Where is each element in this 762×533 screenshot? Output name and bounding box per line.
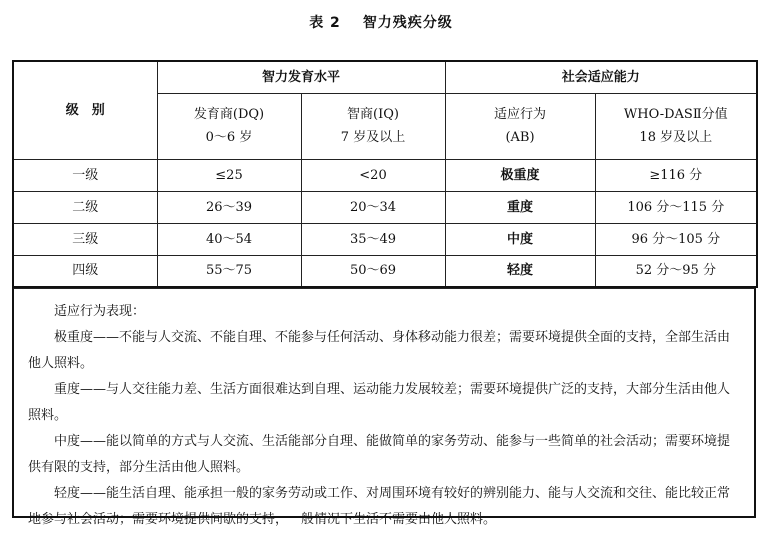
ab-cell: 中度 [445, 223, 595, 255]
notes-heading: 适应行为表现： [54, 304, 146, 319]
table-row [13, 159, 757, 191]
ab-cell: 极重度 [445, 159, 595, 191]
table-row [13, 255, 757, 287]
iq-cell: <20 [301, 159, 445, 191]
dq-cell: 26～39 [157, 191, 301, 223]
table-row [13, 223, 757, 255]
note-mild: 轻度——能生活自理、能承担一般的家务劳动或工作、对周围环境有较好的辨别能力、能与人交流和交往、能比较正常地参与社会活动；需要环境提供间歇的支持，一般情况下生活不需要由他人照料。 [28, 486, 731, 527]
grade-cell: 二级 [13, 191, 157, 223]
dq-cell: ≤25 [157, 159, 301, 191]
table-caption [0, 12, 762, 32]
dq-cell: 55～75 [157, 255, 301, 287]
table-number: 表 2 [309, 15, 341, 31]
who-cell: 106 分～115 分 [595, 191, 757, 223]
iq-cell: 50～69 [301, 255, 445, 287]
note-profound: 极重度——不能与人交流、不能自理、不能参与任何活动、身体移动能力很差；需要环境提供全面的支持，全部生活由他人照料。 [28, 330, 731, 371]
grade-cell: 三级 [13, 223, 157, 255]
note-severe: 重度——与人交往能力差、生活方面很难达到自理、运动能力发展较差；需要环境提供广泛的支持，大部分生活由他人照料。 [28, 382, 731, 423]
table-title: 智力残疾分级 [362, 15, 453, 31]
who-cell: ≥116 分 [595, 159, 757, 191]
iq-column-header: 智商(IQ) 7 岁及以上 [301, 93, 445, 159]
grade-cell: 一级 [13, 159, 157, 191]
dq-cell: 40～54 [157, 223, 301, 255]
who-column-header: WHO-DASⅡ分值 18 岁及以上 [595, 93, 757, 159]
ab-cell: 重度 [445, 191, 595, 223]
iq-cell: 20～34 [301, 191, 445, 223]
table-row [13, 191, 757, 223]
who-cell: 96 分～105 分 [595, 223, 757, 255]
ab-column-header: 适应行为 (AB) [445, 93, 595, 159]
grade-header: 级 别 [13, 61, 157, 159]
grade-cell: 四级 [13, 255, 157, 287]
header-row-groups [13, 61, 757, 93]
note-moderate: 中度——能以简单的方式与人交流、生活能部分自理、能做简单的家务劳动、能参与一些简单的社会活动；需要环境提供有限的支持，部分生活由他人照料。 [28, 434, 731, 475]
dq-column-header: 发育商(DQ) 0～6 岁 [157, 93, 301, 159]
intel-group-header: 智力发育水平 [157, 61, 445, 93]
disability-grade-table [12, 60, 758, 288]
iq-cell: 35～49 [301, 223, 445, 255]
who-cell: 52 分～95 分 [595, 255, 757, 287]
adaptive-behavior-notes [12, 288, 756, 527]
social-group-header: 社会适应能力 [445, 61, 757, 93]
ab-cell: 轻度 [445, 255, 595, 287]
